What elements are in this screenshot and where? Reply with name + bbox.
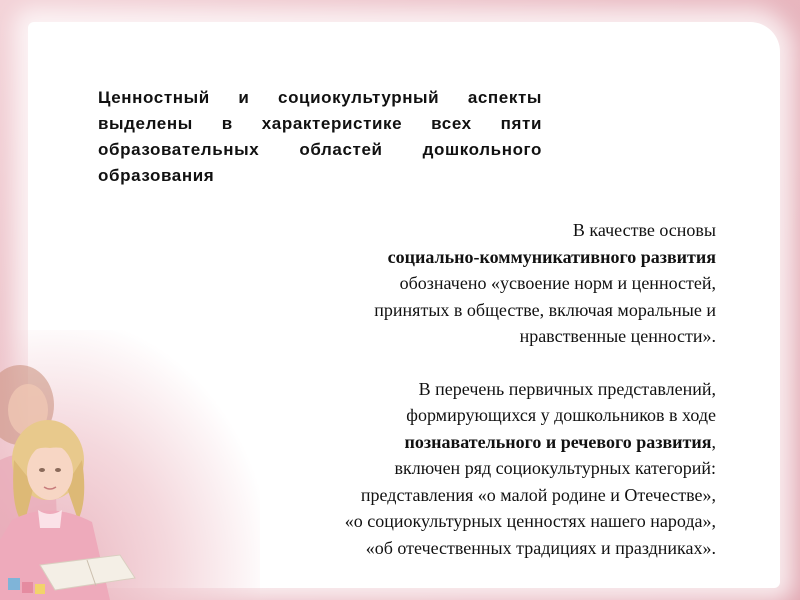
p1-line-4: принятых в обществе, включая моральные и (374, 299, 716, 320)
p1-line-3: обозначено «усвоение норм и ценностей, (399, 273, 716, 293)
body-text (246, 217, 716, 561)
p2-line-4: включен ряд социокультурных категорий: (394, 458, 716, 478)
p2-line-3-bold: познавательного и речевого развития (404, 431, 712, 452)
p2-line-2: формирующихся у дошкольников в ходе (406, 405, 716, 425)
p2-line-6: «о социокультурных ценностях нашего народа», (344, 511, 716, 531)
p2-line-1: В перечень первичных представлений, (418, 378, 716, 399)
p2-line-5: представления «о малой родине и Отечестве», (360, 484, 716, 505)
p1-line-1: В качестве основы (572, 220, 716, 240)
paragraph-social-communicative (246, 217, 716, 350)
p1-line-5: нравственные ценности». (519, 326, 716, 346)
p2-line-3-tail: , (711, 431, 716, 452)
paragraph-cognitive-speech (246, 376, 716, 562)
p2-line-3 (246, 429, 716, 456)
child-reading-photo (0, 350, 200, 600)
p2-line-7: «об отечественных традициях и праздниках». (365, 537, 716, 558)
p1-line-2-bold: социально-коммуникативного развития (387, 246, 716, 267)
slide-heading: Ценностный и социокультурный аспекты выделены в характеристике всех пяти образовательных областей дошкольного образования (98, 88, 542, 185)
